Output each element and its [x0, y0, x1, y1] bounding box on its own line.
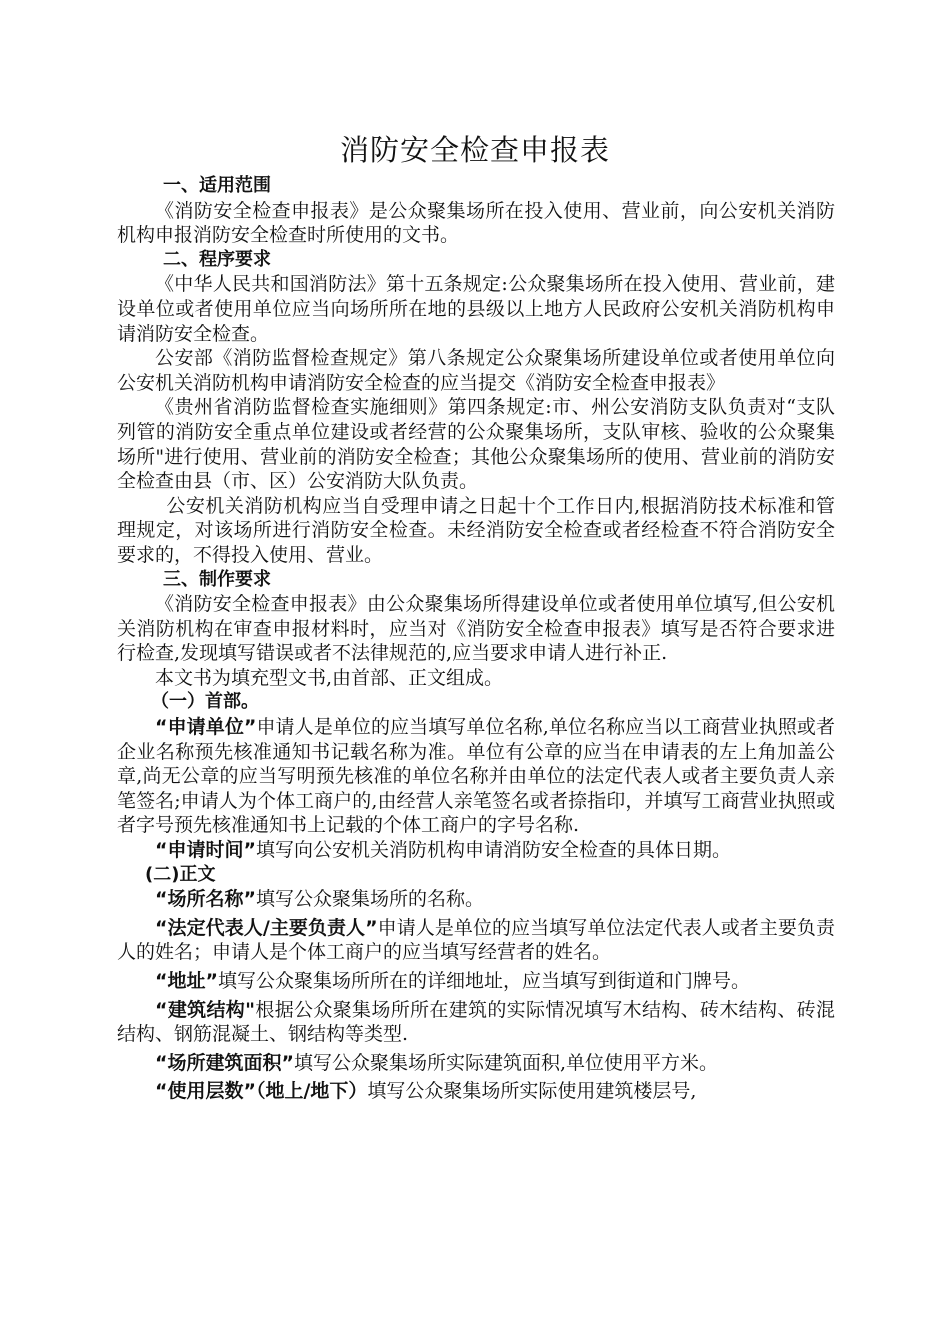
section-heading: 一、适用范围: [163, 175, 271, 196]
field-text: 填写公众聚集场所实际建筑面积,单位使用平方米。: [293, 1051, 719, 1074]
paragraph: 本文书为填充型文书,由首部、正文组成。: [155, 666, 504, 689]
field-term: “申请单位”: [155, 716, 257, 739]
paragraph: 公安部《消防监督检查规定》第八条规定公众聚集场所建设单位或者使用单位向公安机关消防机构申请消防安全检查的应当提交《消防安全检查申报表》: [117, 347, 835, 394]
field-text: 申请人是单位的应当填写单位名称,单位名称应当以工商营业执照或者企业名称预先核准通知书记载名称为准。单位有公章的应当在申请表的左上角加盖公章,尚无公章的应当写明预先核准的单位名称并由单位的法定代表人或者主要负责人亲笔签名;申请人为个体工商户的,由经营人亲笔签名或者捺指印，并填写工商营业执照或者字号预先核准通知书上记载的个体工商户的字号名称.: [117, 716, 835, 837]
field-term: “场所名称”: [155, 888, 256, 911]
field-text: 填写公众聚集场所所在的详细地址，应当填写到街道和门牌号。: [217, 970, 750, 992]
field-text: 填写公众聚集场所实际使用建筑楼层号,: [367, 1080, 697, 1103]
document-title: 消防安全检查申报表: [339, 133, 610, 167]
field-term: “地址”: [155, 970, 218, 992]
paragraph: 《消防安全检查申报表》是公众聚集场所在投入使用、营业前，向公安机关消防机构申报消防安全检查时所使用的文书。: [117, 199, 835, 247]
paragraph: 公安机关消防机构应当自受理申请之日起十个工作日内,根据消防技术标准和管理规定，对该场所进行消防安全检查。未经消防安全检查或者经检查不符合消防安全要求的，不得投入使用、营业。: [117, 494, 835, 566]
field-description: [117, 838, 835, 863]
field-term: “场所建筑面积”: [155, 1051, 294, 1074]
document-body: [117, 174, 835, 1104]
field-description: [117, 969, 835, 994]
field-description: [117, 1079, 835, 1104]
field-term: “法定代表人/主要负责人”: [155, 916, 378, 939]
field-term: “建筑结构": [155, 998, 256, 1021]
section-heading: 三、制作要求: [163, 568, 271, 590]
subsection-heading: （一）首部。: [151, 691, 259, 713]
field-description: [117, 916, 835, 965]
subsection-heading: (二)正文: [145, 863, 216, 885]
field-description: [117, 887, 835, 912]
paragraph: 《贵州省消防监督检查实施细则》第四条规定:市、州公安消防支队负责对“支队列管的消防安全重点单位建设或者经营的公众聚集场所，支队审核、验收的公众聚集场所"进行使用、营业前的消防安全检查；其他公众聚集场所的使用、营业前的消防安全检查由县（市、区）公安消防大队负责。: [117, 396, 835, 493]
field-text: 根据公众聚集场所所在建筑的实际情况填写木结构、砖木结构、砖混结构、钢筋混凝土、钢结构等类型.: [117, 998, 835, 1046]
section-heading: 二、程序要求: [163, 248, 271, 270]
paragraph: 《消防安全检查申报表》由公众聚集场所得建设单位或者使用单位填写,但公安机关消防机构在审查申报材料时，应当对《消防安全检查申报表》填写是否符合要求进行检查,发现填写错误或者不法律规范的,应当要求申请人进行补正.: [117, 593, 835, 665]
field-term: “申请时间”: [155, 839, 256, 862]
field-description: [117, 715, 835, 838]
field-description: [117, 1051, 835, 1076]
field-text: 填写公众聚集场所的名称。: [255, 888, 484, 911]
field-description: [117, 998, 835, 1047]
field-text: 填写向公安机关消防机构申请消防安全检查的具体日期。: [255, 839, 731, 862]
field-term: “使用层数”（地上/地下）: [155, 1080, 368, 1103]
field-text: 申请人是单位的应当填写单位法定代表人或者主要负责人的姓名；申请人是个体工商户的应当填写经营者的姓名。: [117, 916, 835, 964]
paragraph: 《中华人民共和国消防法》第十五条规定:公众聚集场所在投入使用、营业前，建设单位或者使用单位应当向场所所在地的县级以上地方人民政府公安机关消防机构申请消防安全检查。: [117, 273, 835, 345]
